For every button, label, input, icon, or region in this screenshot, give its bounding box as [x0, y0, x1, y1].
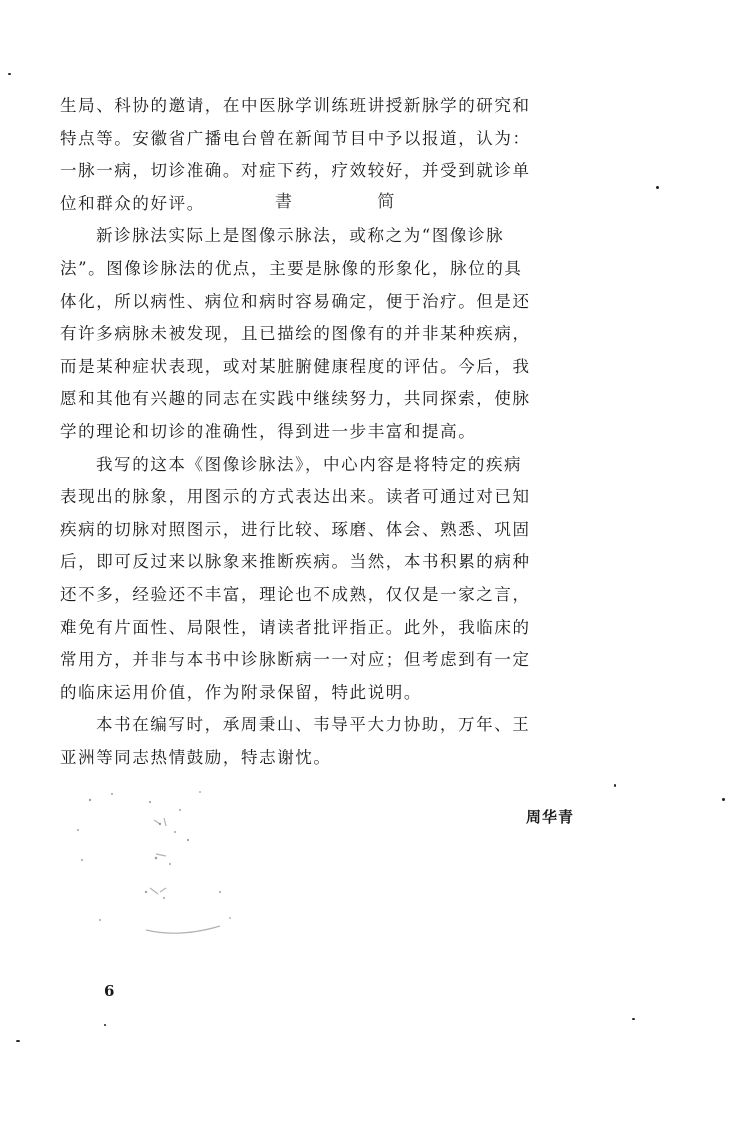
text-line: 体化，所以病性、病位和病时容易确定，便于治疗。但是还: [60, 291, 531, 311]
text-line: 特点等。安徽省广播电台曾在新闻节目中予以报道，认为：: [60, 128, 531, 148]
text-line: 愿和其他有兴趣的同志在实践中继续努力，共同探索，使脉: [60, 389, 531, 409]
text-line: 而是某种症状表现，或对某脏腑健康程度的评估。今后，我: [60, 356, 531, 376]
text-line: 位和群众的好评。: [60, 193, 205, 213]
scan-speck: [104, 1024, 106, 1026]
text-line: 难免有片面性、局限性，请读者批评指正。此外，我临床的: [60, 617, 531, 637]
text-line: 疾病的切脉对照图示，进行比较、琢磨、体会、熟悉、巩固: [60, 519, 531, 539]
text-line: 亚洲等同志热情鼓励，特志谢忱。: [60, 747, 332, 767]
paragraph-start-line: 本书在编写时，承周秉山、韦导平大力协助，万年、王: [96, 715, 531, 735]
scan-speck: [8, 73, 11, 75]
text-line: 的临床运用价值，作为附录保留，特此说明。: [60, 682, 422, 702]
scan-speck: [656, 186, 659, 189]
text-line: 表现出的脉象，用图示的方式表达出来。读者可通过对已知: [60, 487, 531, 507]
paragraph-start-line: 我写的这本《图像诊脉法》，中心内容是将特定的疾病: [96, 454, 523, 474]
text-line: 学的理论和切诊的准确性，得到进一步丰富和提高。: [60, 421, 477, 441]
text-line: 生局、科协的邀请，在中医脉学训练班讲授新脉学的研究和: [60, 96, 531, 115]
scan-speck: [632, 1018, 635, 1020]
overlay-stamp-text: 書 简: [275, 192, 435, 212]
text-line: 一脉一病，切诊准确。对症下药，疗效较好，并受到就诊单: [60, 161, 531, 181]
scan-speck: [722, 798, 725, 801]
text-line: 有许多病脉未被发现，且已描绘的图像有的并非某种疾病，: [60, 324, 531, 344]
text-line: 还不多，经验还不丰富，理论也不成熟，仅仅是一家之言，: [60, 584, 531, 604]
faded-seal-stamp: [60, 780, 260, 950]
scan-speck: [614, 784, 616, 787]
text-line: 法”。图像诊脉法的优点，主要是脉像的形象化，脉位的具: [60, 258, 523, 278]
page-number: 6: [104, 982, 115, 1000]
paragraph-start-line: 新诊脉法实际上是图像示脉法，或称之为“图像诊脉: [96, 226, 505, 246]
scan-speck: [16, 1040, 20, 1042]
author-signature: 周华青: [526, 808, 575, 826]
text-line: 常用方，并非与本书中诊脉断病一一对应；但考虑到有一定: [60, 650, 531, 670]
text-line: 后，即可反过来以脉象来推断疾病。当然，本书积累的病种: [60, 552, 531, 572]
